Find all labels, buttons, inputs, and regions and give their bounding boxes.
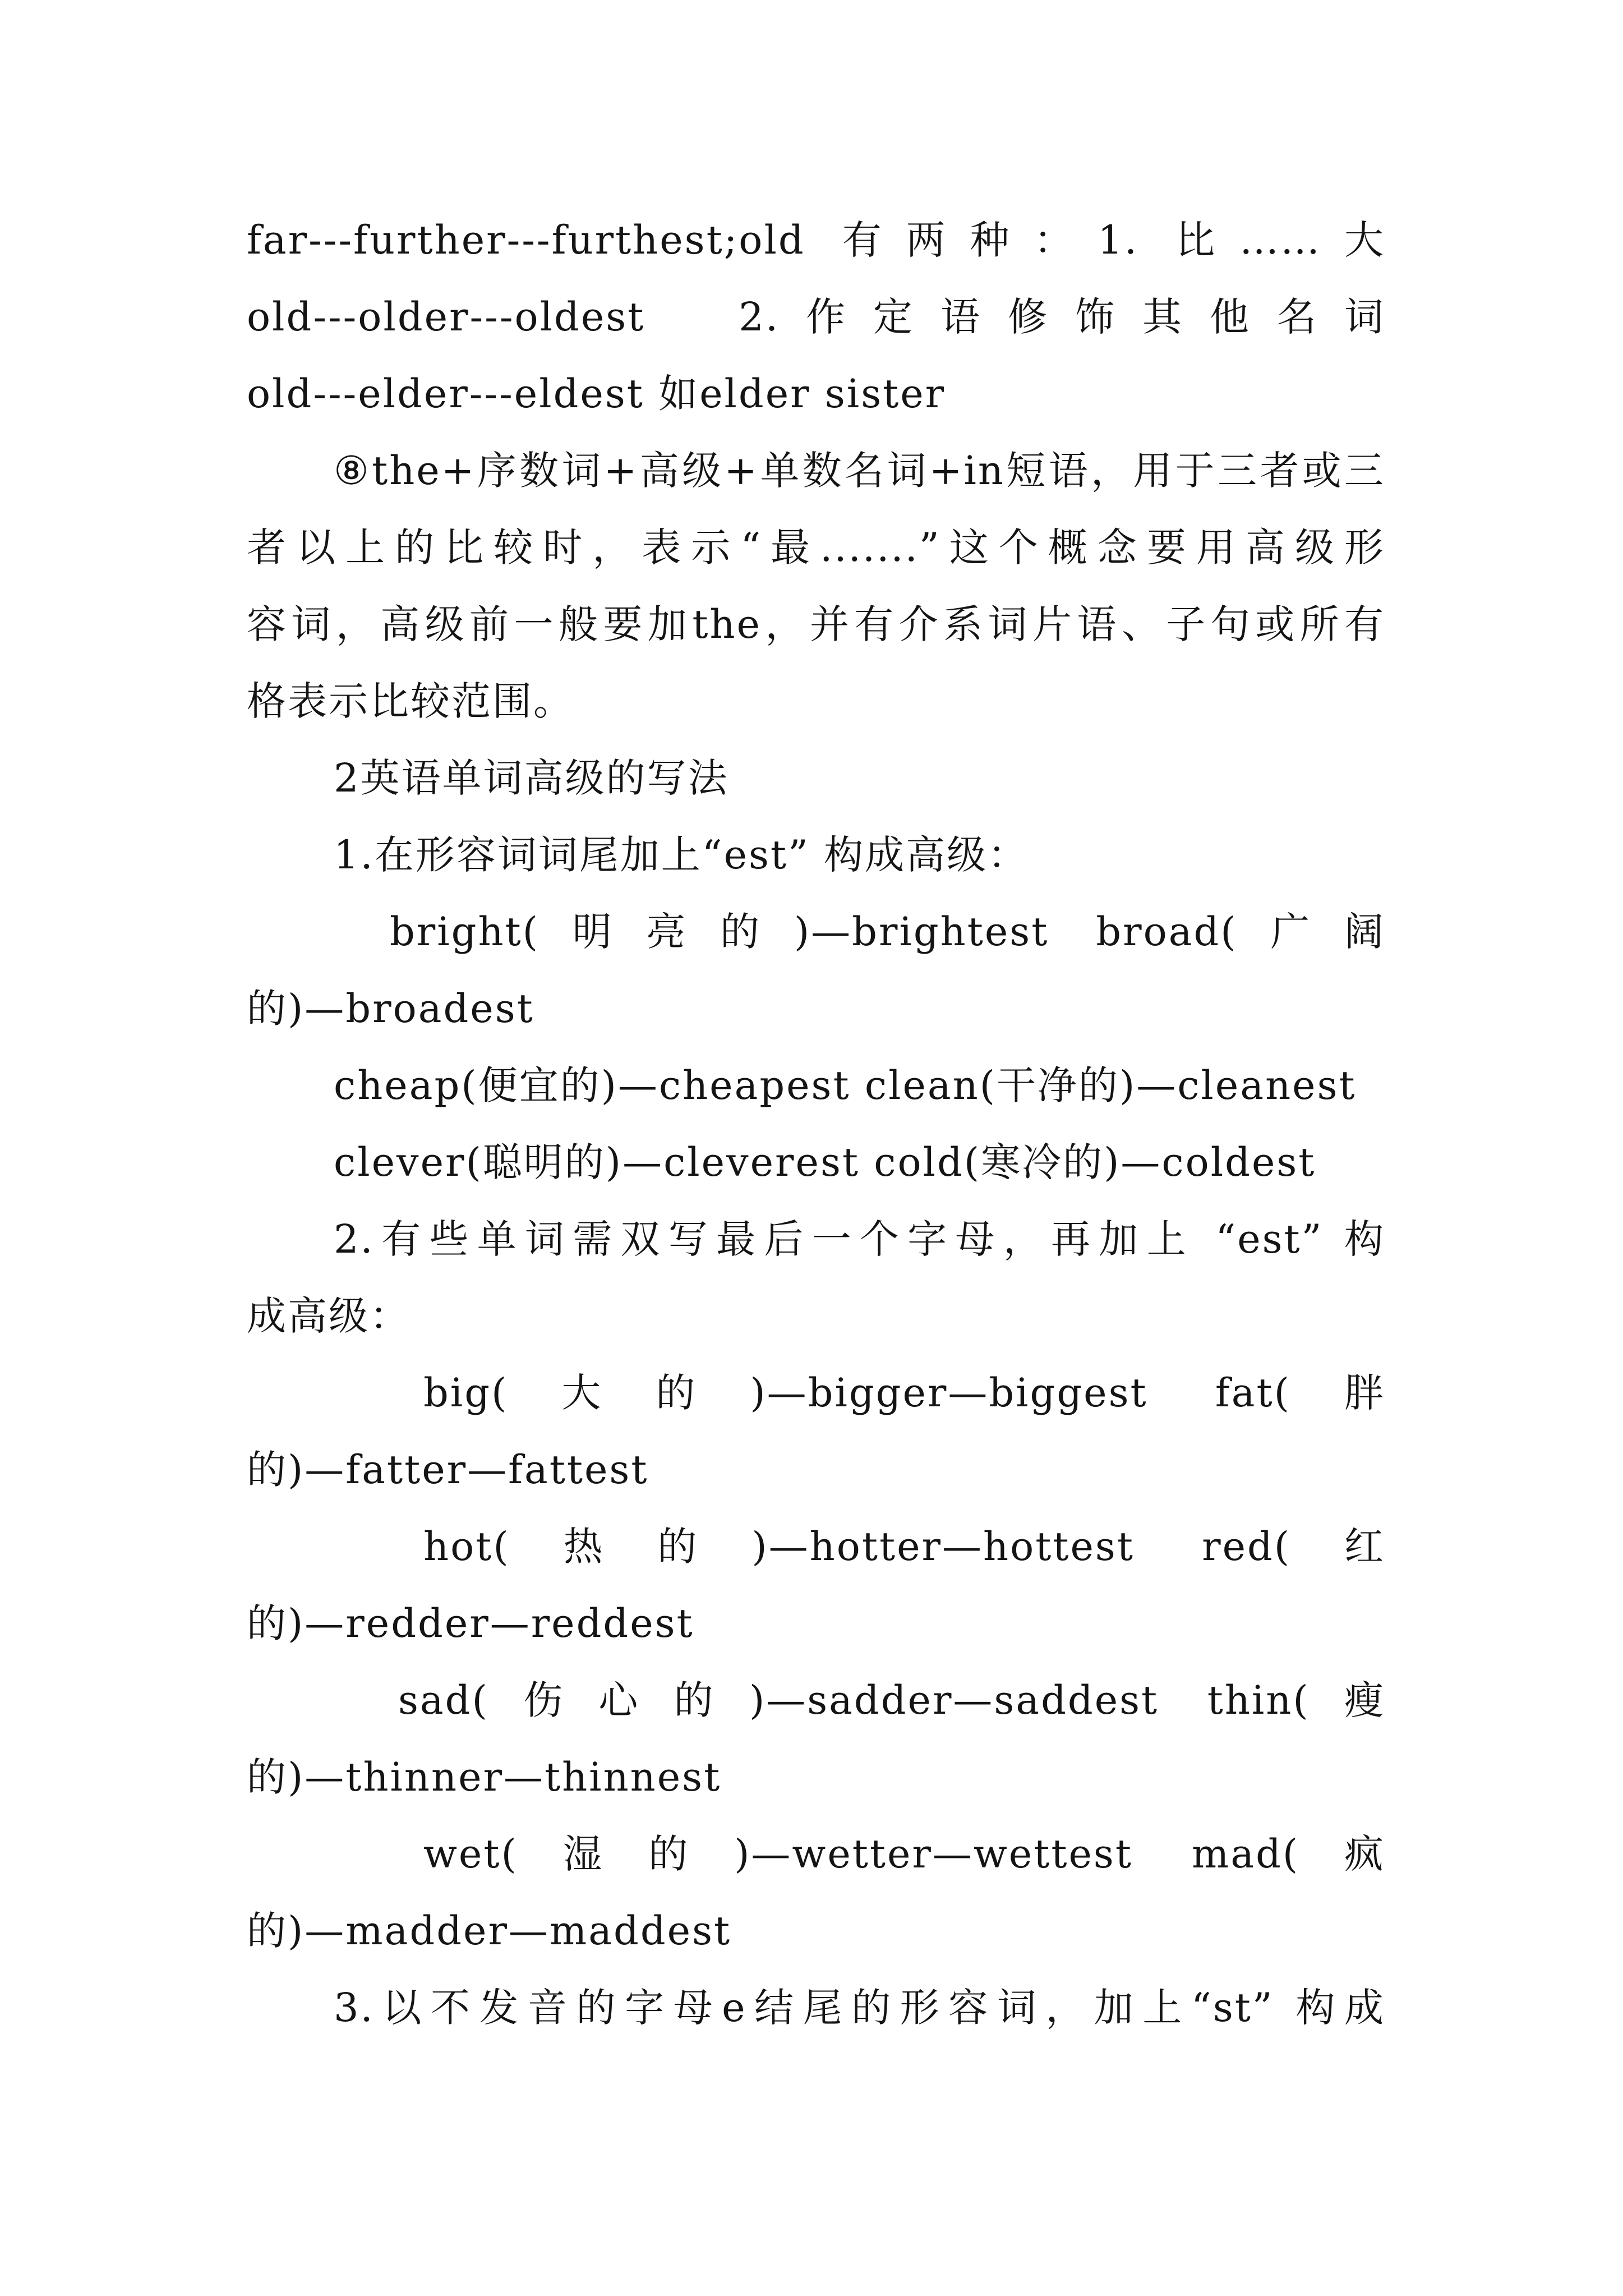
- text-line: cheap(便宜的)—cheapest clean(干净的)—cleanest: [334, 1062, 1357, 1108]
- text-line: clever(聪明的)—cleverest cold(寒冷的)—coldest: [334, 1139, 1316, 1185]
- text-line: old---older---oldest 2.作定语修饰其他名词: [247, 294, 1385, 340]
- text-line: wet(湿的)—wetter—wettest mad(疯: [423, 1831, 1385, 1877]
- text-line: bright(明亮的)—brightest broad(广阔: [390, 909, 1385, 955]
- document-body: [247, 202, 1385, 2046]
- text-line: big(大的)—bigger—biggest fat(胖: [423, 1370, 1385, 1416]
- section-heading: 2英语单词高级的写法: [334, 755, 729, 801]
- text-line: 的)—broadest: [247, 986, 534, 1032]
- text-line: 的)—redder—reddest: [247, 1600, 694, 1646]
- text-line: 者以上的比较时，表示“最.......”这个概念要用高级形: [247, 524, 1385, 570]
- text-line: 2.有些单词需双写最后一个字母，再加上 “est” 构: [334, 1216, 1385, 1262]
- text-line: ⑧the+序数词+高级+单数名词+in短语，用于三者或三: [334, 448, 1385, 494]
- text-line: 的)—thinner—thinnest: [247, 1754, 722, 1800]
- text-line: 格表示比较范围。: [247, 678, 574, 724]
- text-line: hot(热的)—hotter—hottest red(红: [423, 1524, 1385, 1570]
- text-line: 的)—fatter—fattest: [247, 1447, 649, 1493]
- text-line: far---further---furthest;old 有两种：1. 比……大: [247, 217, 1385, 263]
- text-line: 3.以不发音的字母e结尾的形容词，加上“st” 构成: [334, 1985, 1385, 2031]
- text-line: 1.在形容词词尾加上“est” 构成高级：: [334, 832, 1029, 878]
- text-line: 成高级：: [247, 1293, 411, 1339]
- text-line: 容词，高级前一般要加the，并有介系词片语、子句或所有: [247, 601, 1385, 647]
- text-line: sad(伤心的)—sadder—saddest thin(瘦: [398, 1677, 1385, 1723]
- text-line: 的)—madder—maddest: [247, 1908, 732, 1954]
- text-line: old---elder---eldest 如elder sister: [247, 371, 946, 417]
